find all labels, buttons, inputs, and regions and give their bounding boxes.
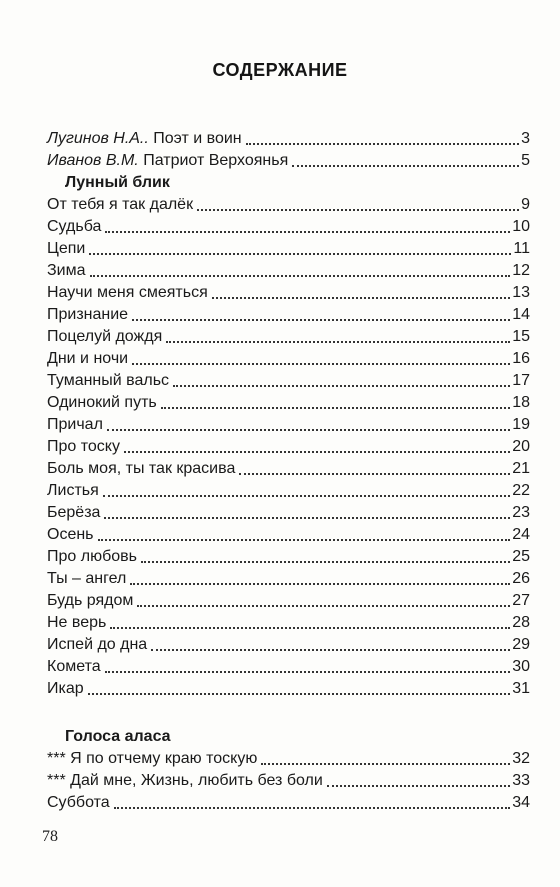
toc-entry-title: Цепи — [47, 240, 86, 257]
toc-entry-page: 29 — [512, 636, 530, 653]
toc-entry-page: 19 — [512, 416, 530, 433]
toc-entry — [47, 260, 530, 282]
toc-entry — [47, 770, 530, 792]
toc-entry-author: Лугинов Н.А.. — [47, 130, 149, 147]
toc-entry — [47, 370, 530, 392]
leader-dots — [197, 209, 519, 211]
toc-entry-page: 23 — [512, 504, 530, 521]
toc-entry-page: 31 — [512, 680, 530, 697]
toc-entry — [47, 392, 530, 414]
toc-entry-title: Будь рядом — [47, 592, 134, 609]
toc-entry-page: 22 — [512, 482, 530, 499]
leader-dots — [98, 539, 511, 541]
leader-dots — [246, 143, 519, 145]
toc-entry-title: Про любовь — [47, 548, 137, 565]
toc-entry-title: Комета — [47, 658, 101, 675]
toc-entry-title: Патриот Верхоянья — [143, 152, 289, 169]
toc-entry-title: Не верь — [47, 614, 107, 631]
toc-entry-page: 12 — [512, 262, 530, 279]
toc-entry-page: 17 — [512, 372, 530, 389]
toc-entry-title: Листья — [47, 482, 99, 499]
toc-entry-title: *** Я по отчему краю тоскую — [47, 750, 258, 767]
toc-entry-title: Поцелуй дождя — [47, 328, 163, 345]
toc-entry-page: 5 — [521, 152, 530, 169]
toc-entry-intro — [47, 128, 530, 150]
table-of-contents — [47, 128, 530, 814]
leader-dots — [104, 517, 510, 519]
toc-entry-label — [47, 150, 291, 172]
toc-entry-page: 16 — [512, 350, 530, 367]
leader-dots — [166, 341, 510, 343]
toc-entry-title: Признание — [47, 306, 129, 323]
toc-entry-page: 25 — [512, 548, 530, 565]
toc-entry-page: 26 — [512, 570, 530, 587]
leader-dots — [107, 429, 510, 431]
toc-entry-title: От тебя я так далёк — [47, 196, 194, 213]
toc-entry — [47, 612, 530, 634]
toc-entry — [47, 194, 530, 216]
toc-entry — [47, 590, 530, 612]
toc-entry-page: 24 — [512, 526, 530, 543]
toc-entry — [47, 792, 530, 814]
toc-entry-page: 18 — [512, 394, 530, 411]
toc-entry-title: Про тоску — [47, 438, 120, 455]
toc-entry-title: Осень — [47, 526, 94, 543]
toc-entry-title: Икар — [47, 680, 84, 697]
leader-dots — [261, 763, 510, 765]
toc-entry-title: Поэт и воин — [153, 130, 242, 147]
toc-entry-title: Научи меня смеяться — [47, 284, 208, 301]
toc-entry-page: 32 — [512, 750, 530, 767]
toc-entry-title: Зима — [47, 262, 86, 279]
toc-entry-page: 15 — [512, 328, 530, 345]
toc-entry — [47, 436, 530, 458]
toc-entry-page: 27 — [512, 592, 530, 609]
leader-dots — [124, 451, 510, 453]
toc-entry-title: Суббота — [47, 794, 110, 811]
leader-dots — [137, 605, 510, 607]
page-number: 78 — [42, 828, 58, 845]
toc-entry — [47, 216, 530, 238]
toc-entry-page: 3 — [521, 130, 530, 147]
toc-entry-author: Иванов В.М. — [47, 152, 139, 169]
section-heading: Лунный блик — [65, 174, 170, 191]
toc-entry — [47, 546, 530, 568]
toc-entry-title: Ты – ангел — [47, 570, 127, 587]
leader-dots — [89, 253, 511, 255]
toc-entry-page: 9 — [521, 196, 530, 213]
toc-entry-page: 21 — [512, 460, 530, 477]
leader-dots — [105, 231, 510, 233]
toc-entry-title: Причал — [47, 416, 103, 433]
leader-dots — [292, 165, 519, 167]
toc-entry-title: Туманный вальс — [47, 372, 170, 389]
toc-entry-label — [47, 128, 245, 150]
toc-entry — [47, 238, 530, 260]
toc-entry — [47, 458, 530, 480]
toc-entry-title: Боль моя, ты так красива — [47, 460, 236, 477]
leader-dots — [110, 627, 510, 629]
leader-dots — [141, 561, 510, 563]
toc-entry-page: 11 — [513, 240, 530, 257]
toc-entry — [47, 348, 530, 370]
leader-dots — [239, 473, 510, 475]
page-title: СОДЕРЖАНИЕ — [212, 60, 348, 80]
leader-dots — [132, 319, 510, 321]
leader-dots — [90, 275, 511, 277]
toc-entry — [47, 524, 530, 546]
toc-entry — [47, 634, 530, 656]
leader-dots — [327, 785, 510, 787]
leader-dots — [105, 671, 511, 673]
toc-entry-page: 28 — [512, 614, 530, 631]
toc-entry-page: 34 — [512, 794, 530, 811]
toc-entry-page: 10 — [512, 218, 530, 235]
section-heading: Голоса аласа — [65, 728, 171, 745]
toc-entry — [47, 304, 530, 326]
leader-dots — [212, 297, 510, 299]
toc-entry-page: 13 — [512, 284, 530, 301]
toc-entry — [47, 568, 530, 590]
toc-entry-page: 33 — [512, 772, 530, 789]
section-spacer — [47, 700, 530, 726]
toc-entry-title: *** Дай мне, Жизнь, любить без боли — [47, 772, 323, 789]
leader-dots — [103, 495, 510, 497]
toc-entry-intro — [47, 150, 530, 172]
toc-entry — [47, 678, 530, 700]
toc-entry — [47, 656, 530, 678]
leader-dots — [114, 807, 511, 809]
leader-dots — [161, 407, 510, 409]
toc-entry-title: Испей до дна — [47, 636, 148, 653]
toc-entry — [47, 748, 530, 770]
toc-entry-page: 20 — [512, 438, 530, 455]
toc-entry-title: Дни и ночи — [47, 350, 129, 367]
toc-entry-title: Судьба — [47, 218, 102, 235]
leader-dots — [130, 583, 510, 585]
toc-entry — [47, 502, 530, 524]
toc-entry — [47, 480, 530, 502]
leader-dots — [173, 385, 510, 387]
toc-entry-page: 14 — [512, 306, 530, 323]
toc-entry-title: Берёза — [47, 504, 101, 521]
toc-entry-title: Одинокий путь — [47, 394, 157, 411]
leader-dots — [151, 649, 510, 651]
toc-entry-page: 30 — [512, 658, 530, 675]
toc-entry — [47, 326, 530, 348]
leader-dots — [88, 693, 511, 695]
toc-entry — [47, 282, 530, 304]
leader-dots — [132, 363, 510, 365]
toc-entry — [47, 414, 530, 436]
